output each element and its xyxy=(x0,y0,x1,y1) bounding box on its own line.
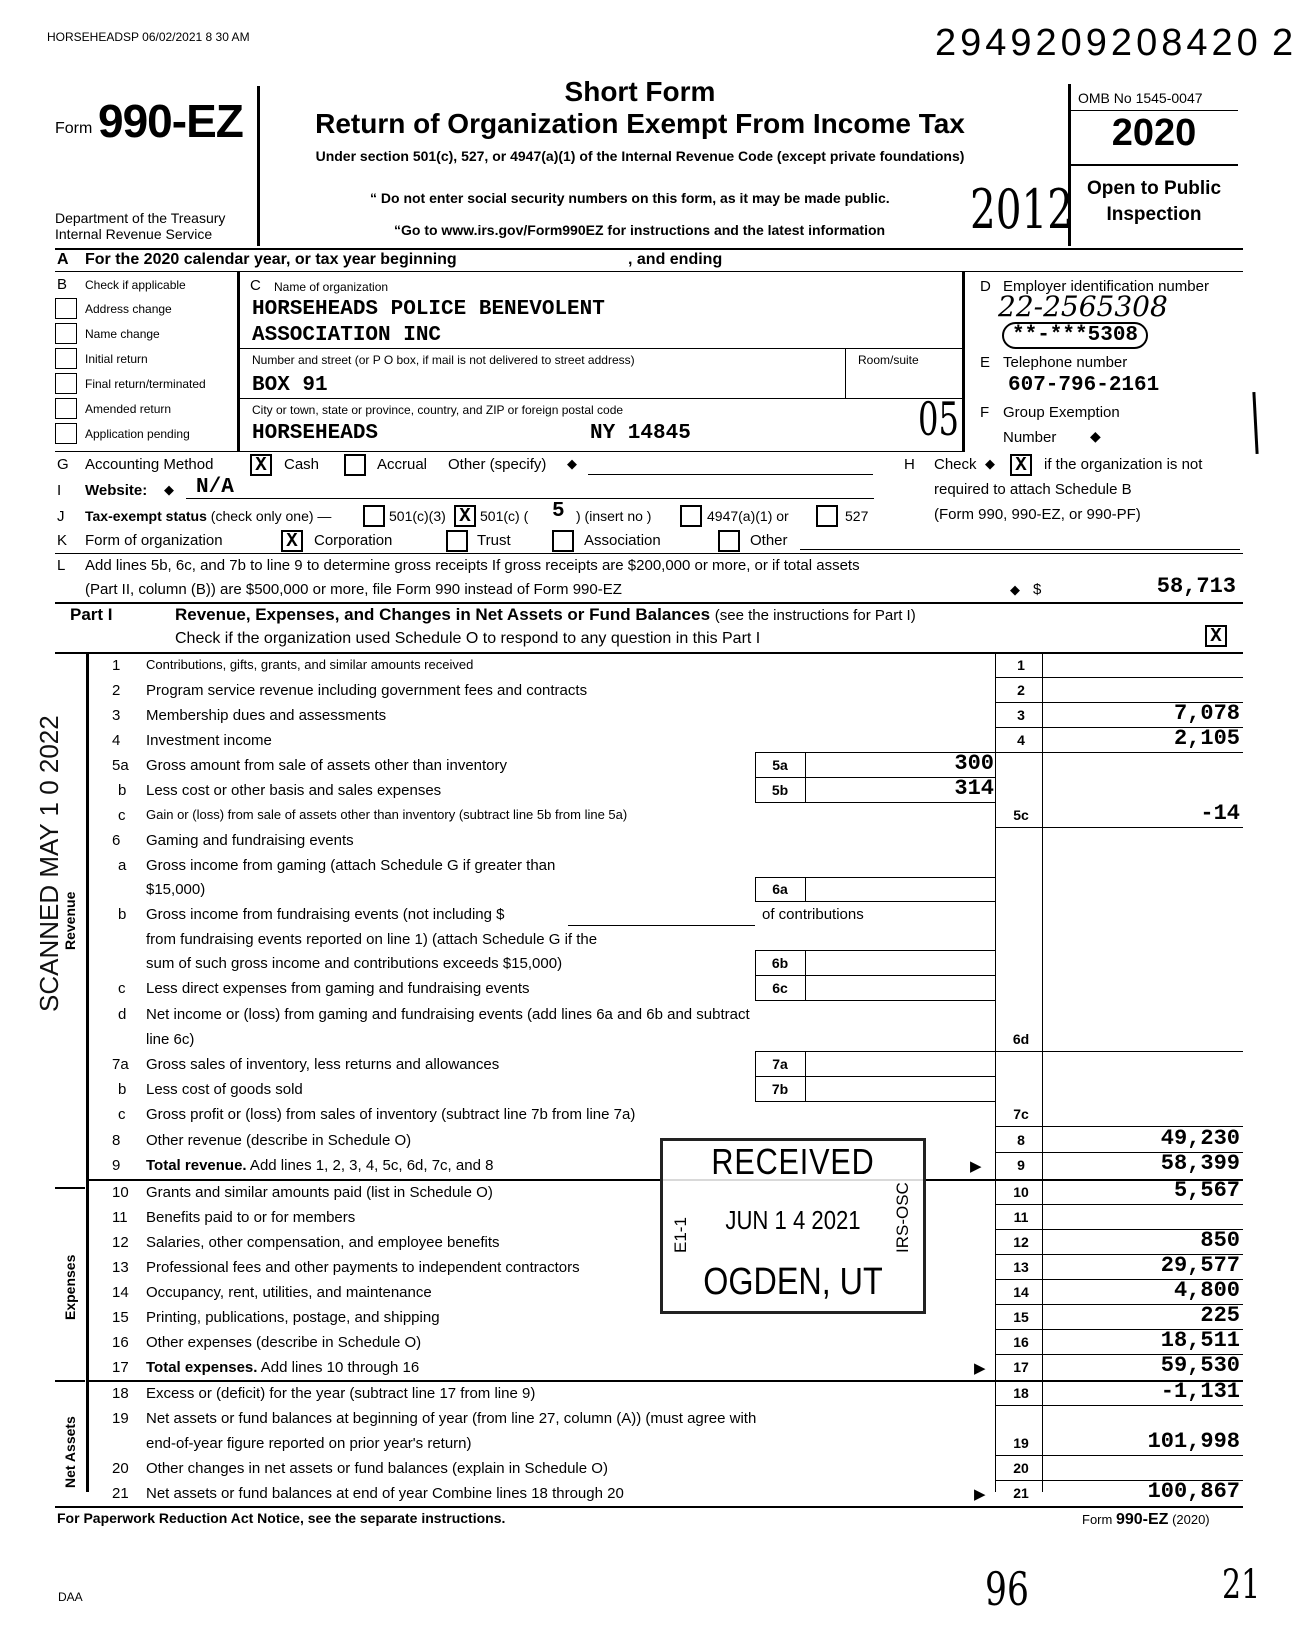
stamp-date: JUN 1 4 2021 xyxy=(725,1205,861,1235)
diamond-icon: ◆ xyxy=(164,482,174,497)
line-box-label: 19 xyxy=(1013,1435,1029,1451)
paperwork-notice: For Paperwork Reduction Act Notice, see the separate instructions. xyxy=(57,1510,506,1526)
line-box-label: 17 xyxy=(1013,1359,1029,1375)
subline-box-label: 6a xyxy=(772,881,788,897)
title-short-form: Short Form xyxy=(564,76,716,107)
line-number: 15 xyxy=(112,1309,129,1326)
omb-number: OMB No 1545-0047 xyxy=(1078,90,1203,106)
line-box-label: 11 xyxy=(1013,1209,1029,1225)
line-text: Printing, publications, postage, and shipping xyxy=(146,1309,440,1326)
footer-form-prefix: Form xyxy=(1082,1512,1113,1527)
line-text: Program service revenue including government fees and contracts xyxy=(146,682,588,699)
line-text: Benefits paid to or for members xyxy=(146,1209,356,1226)
masked-ein: **-***5308 xyxy=(1002,322,1148,349)
subline-box-label: 6b xyxy=(771,955,789,971)
line-7a xyxy=(0,1056,1288,1081)
line-20 xyxy=(0,1460,1288,1485)
line-amount: 18,511 xyxy=(1160,1328,1240,1353)
expenses-side-label: Expenses xyxy=(62,1254,78,1320)
subline-box-label: 5a xyxy=(772,757,788,773)
tax-year-beginning: For the 2020 calendar year, or tax year beginning xyxy=(85,251,457,268)
instructions-notice: “Go to www.irs.gov/Form990EZ for instructions and the latest information xyxy=(394,222,886,238)
part-i-title-suffix: (see the instructions for Part I) xyxy=(714,607,916,624)
gross-receipts-value: 58,713 xyxy=(1156,574,1236,599)
line-number: 21 xyxy=(112,1485,129,1502)
line-number: c xyxy=(118,807,126,824)
line-number: c xyxy=(118,1106,126,1123)
diamond-icon: ◆ xyxy=(567,456,577,471)
501c3-checkbox[interactable] xyxy=(363,505,385,527)
line-box-label: 13 xyxy=(1013,1259,1029,1275)
address-change-label: Address change xyxy=(85,302,172,316)
form-of-organization-label: Form of organization xyxy=(85,532,223,549)
line-number: 6 xyxy=(112,832,121,849)
section-i-letter: I xyxy=(57,482,62,499)
section-f-letter: F xyxy=(980,404,990,421)
line-box-label: 7c xyxy=(1013,1106,1029,1122)
h-check-label: Check xyxy=(934,456,977,473)
line-number: b xyxy=(118,782,127,799)
line-number: 1 xyxy=(112,657,121,674)
open-to-public: Open to Public xyxy=(1086,178,1222,199)
state-zip: NY 14845 xyxy=(590,422,691,445)
handwritten-ein: 22-2565308 xyxy=(998,290,1168,323)
subline-amount: 314 xyxy=(954,776,994,801)
line-amount: 4,800 xyxy=(1173,1278,1240,1303)
section-j-letter: J xyxy=(57,508,65,525)
arrow-icon: ▶ xyxy=(974,1360,986,1377)
handwritten-05: 05 xyxy=(918,392,959,446)
line-text: Investment income xyxy=(146,732,272,749)
org-name-line-2: ASSOCIATION INC xyxy=(252,324,442,347)
line-box-label: 10 xyxy=(1013,1184,1029,1200)
line-text: Gross income from gaming (attach Schedule G if greater than xyxy=(146,857,556,874)
line-text: sum of such gross income and contributions exceeds $15,000) xyxy=(146,955,563,972)
other-org-label: Other xyxy=(750,532,788,549)
street-address: BOX 91 xyxy=(252,374,328,397)
line-box-label: 5c xyxy=(1013,807,1029,823)
line-text: Grants and similar amounts paid (list in Schedule O) xyxy=(146,1184,493,1201)
cash-label: Cash xyxy=(284,456,320,473)
footer-form-ref xyxy=(1082,1511,1210,1529)
501c-type: 5 xyxy=(552,500,565,523)
application-pending-checkbox[interactable] xyxy=(55,423,77,444)
line-19-cont xyxy=(0,1429,1288,1460)
line-number: 13 xyxy=(112,1259,129,1276)
line-text: $15,000) xyxy=(146,881,206,898)
line-text: Less cost or other basis and sales expenses xyxy=(146,782,442,799)
line-7c xyxy=(0,1106,1288,1131)
diamond-icon: ◆ xyxy=(1090,428,1101,444)
line-6b-cont-1 xyxy=(0,931,1288,956)
schedule-b-text-1: if the organization is not xyxy=(1044,456,1203,473)
line-13 xyxy=(0,1253,1288,1284)
dln-suffix: 2 xyxy=(1272,22,1293,64)
line-6d-cont xyxy=(0,1031,1288,1056)
subline-box-label: 7b xyxy=(771,1081,789,1097)
telephone-number: 607-796-2161 xyxy=(1008,374,1160,397)
501c-label: 501(c) ( xyxy=(480,508,529,524)
line-text-part: Add lines 1, 2, 3, 4, 5c, 6d, 7c, and 8 xyxy=(246,1157,494,1174)
daa-label: DAA xyxy=(58,1590,83,1604)
line-number: 18 xyxy=(112,1385,129,1402)
line-text: Less direct expenses from gaming and fundraising events xyxy=(146,980,530,997)
inspection: Inspection xyxy=(1106,204,1202,225)
name-change-label: Name change xyxy=(85,327,160,341)
line-number: 3 xyxy=(112,707,121,724)
line-box-label: 3 xyxy=(1017,707,1025,723)
arrow-icon: ▶ xyxy=(974,1486,986,1503)
line-text-part: Add lines 10 through 16 xyxy=(257,1359,420,1376)
line-amount: 58,399 xyxy=(1160,1151,1240,1176)
section-b-letter: B xyxy=(57,276,68,293)
line-text: Less cost of goods sold xyxy=(146,1081,303,1098)
line-box-label: 6d xyxy=(1012,1031,1030,1047)
line-6d xyxy=(0,1006,1288,1031)
line-text: Salaries, other compensation, and employee benefits xyxy=(146,1234,500,1251)
footer-form-number: 990-EZ xyxy=(1115,1511,1169,1528)
stamp-right-code: IRS-OSC xyxy=(893,1182,912,1253)
ssn-notice: “ Do not enter social security numbers on this form, as it may be made public. xyxy=(370,190,890,206)
line-amount: 2,105 xyxy=(1173,726,1240,751)
line-number: 11 xyxy=(112,1209,128,1226)
527-label: 527 xyxy=(845,508,869,524)
line-6b-cont-2 xyxy=(0,955,1288,980)
other-method-field[interactable] xyxy=(588,474,873,475)
line-text: Gross amount from sale of assets other than inventory xyxy=(146,757,508,774)
line-box-label: 16 xyxy=(1013,1334,1029,1350)
application-pending-label: Application pending xyxy=(85,427,190,441)
line-amount: 850 xyxy=(1200,1228,1240,1253)
line-number: 7a xyxy=(112,1056,129,1073)
handwritten-mark xyxy=(1252,392,1258,454)
insert-no-label: ) (insert no ) xyxy=(576,508,652,524)
cash-checkbox[interactable]: X xyxy=(250,454,272,476)
line-number: 17 xyxy=(112,1359,129,1376)
line-6a xyxy=(0,857,1288,882)
other-method-label: Other (specify) xyxy=(448,456,547,473)
received-stamp xyxy=(660,1138,926,1314)
line-number: 5a xyxy=(112,757,129,774)
handwritten-21: 21 xyxy=(1222,1562,1261,1608)
accrual-label: Accrual xyxy=(377,456,428,473)
line-18 xyxy=(0,1379,1288,1410)
line-5a xyxy=(0,751,1288,782)
line-1 xyxy=(0,657,1288,682)
line-5b xyxy=(0,776,1288,807)
final-return-checkbox[interactable] xyxy=(55,373,77,394)
line-16 xyxy=(0,1328,1288,1359)
section-c-letter: C xyxy=(250,277,261,294)
website-label: Website: xyxy=(85,482,148,499)
initial-return-label: Initial return xyxy=(85,352,148,366)
schedule-o-check-text: Check if the organization used Schedule O to respond to any question in this Part I xyxy=(175,630,761,647)
org-name-line-1: HORSEHEADS POLICE BENEVOLENT xyxy=(252,298,605,321)
line-text: Membership dues and assessments xyxy=(146,707,387,724)
line-text: Total revenue. Add lines 1, 2, 3, 4, 5c, 6d, 7c, and 8 xyxy=(146,1157,494,1174)
line-box-label: 2 xyxy=(1017,682,1025,698)
form-title: Return of Organization Exempt From Income Tax xyxy=(315,108,965,139)
line-amount: 49,230 xyxy=(1160,1126,1240,1151)
part-i-title xyxy=(175,605,916,625)
line-number: 16 xyxy=(112,1334,129,1351)
association-label: Association xyxy=(584,532,661,549)
line-text: of contributions xyxy=(762,906,864,923)
4947-checkbox[interactable] xyxy=(680,505,702,527)
line-box-label: 8 xyxy=(1017,1132,1025,1148)
line-amount: -1,131 xyxy=(1160,1379,1240,1404)
city: HORSEHEADS xyxy=(252,422,379,445)
501c3-label: 501(c)(3) xyxy=(389,508,446,524)
subline-box-label: 6c xyxy=(772,980,788,996)
form-subtitle: Under section 501(c), 527, or 4947(a)(1) of the Internal Revenue Code (except private foundations) xyxy=(315,148,965,164)
501c-checkbox[interactable]: X xyxy=(454,505,476,527)
corporation-label: Corporation xyxy=(314,532,393,549)
accrual-checkbox[interactable] xyxy=(344,454,366,476)
line-text: end-of-year figure reported on prior year's return) xyxy=(146,1435,472,1452)
line-8 xyxy=(0,1126,1288,1157)
city-label: City or town, state or province, country, and ZIP or foreign postal code xyxy=(252,403,624,417)
print-stamp: HORSEHEADSP 06/02/2021 8 30 AM xyxy=(47,30,250,44)
section-e-letter: E xyxy=(980,354,991,371)
line-3 xyxy=(0,701,1288,732)
line-box-label: 15 xyxy=(1013,1309,1029,1325)
schedule-b-text-3: (Form 990, 990-EZ, or 990-PF) xyxy=(934,506,1141,523)
line-4 xyxy=(0,726,1288,757)
line-text: Other expenses (describe in Schedule O) xyxy=(146,1334,422,1351)
schedule-b-checkbox[interactable]: X xyxy=(1010,454,1032,476)
diamond-icon: ◆ xyxy=(985,456,995,471)
other-org-checkbox[interactable] xyxy=(718,530,740,552)
line-number: 19 xyxy=(112,1410,129,1427)
line-text: Excess or (deficit) for the year (subtract line 17 from line 9) xyxy=(146,1385,536,1402)
gross-receipts-text-2: (Part II, column (B)) are $500,000 or more, file Form 990 instead of Form 990-EZ xyxy=(85,581,622,598)
tax-year-ending: , and ending xyxy=(628,251,723,268)
line-number: 8 xyxy=(112,1132,121,1149)
line-2 xyxy=(0,682,1288,707)
schedule-b-text-2: required to attach Schedule B xyxy=(934,481,1132,498)
group-exemption-label: Group Exemption xyxy=(1003,404,1120,421)
section-d-letter: D xyxy=(980,278,991,295)
line-number: a xyxy=(118,857,127,874)
section-a-letter: A xyxy=(57,251,69,268)
line-amount: 100,867 xyxy=(1147,1479,1240,1504)
4947-label: 4947(a)(1) or xyxy=(707,508,789,524)
line-amount: 29,577 xyxy=(1160,1253,1240,1278)
amended-return-checkbox[interactable] xyxy=(55,398,77,419)
trust-label: Trust xyxy=(477,532,511,549)
part-i-label: Part I xyxy=(70,605,113,624)
line-text: Contributions, gifts, grants, and similar amounts received xyxy=(146,657,474,672)
section-g-letter: G xyxy=(57,456,69,473)
line-number: 9 xyxy=(112,1157,121,1174)
revenue-side-label: Revenue xyxy=(62,891,78,950)
diamond-icon: ◆ xyxy=(1010,582,1020,597)
section-h-letter: H xyxy=(904,456,915,473)
stamp-left-code: E1-1 xyxy=(671,1217,690,1253)
line-amount: 59,530 xyxy=(1160,1353,1240,1378)
subline-box-label: 7a xyxy=(772,1056,788,1072)
line-box-label: 18 xyxy=(1013,1385,1029,1401)
room-suite-label: Room/suite xyxy=(858,353,919,367)
line-amount: 225 xyxy=(1200,1303,1240,1328)
line-6 xyxy=(0,832,1288,857)
line-amount: 101,998 xyxy=(1147,1429,1240,1454)
line-10 xyxy=(0,1178,1288,1209)
gross-receipts-text-1: Add lines 5b, 6c, and 7b to line 9 to determine gross receipts If gross receipts are $200,000 or more, or if total assets xyxy=(85,557,860,574)
line-15 xyxy=(0,1303,1288,1334)
tax-exempt-label xyxy=(85,508,331,524)
corporation-checkbox[interactable]: X xyxy=(281,530,303,552)
initial-return-checkbox[interactable] xyxy=(55,348,77,369)
handwritten-code: 2012 xyxy=(970,178,1074,241)
line-6c xyxy=(0,980,1288,1005)
line-text: Other revenue (describe in Schedule O) xyxy=(146,1132,412,1149)
department xyxy=(55,210,225,242)
line-number: c xyxy=(118,980,126,997)
line-6a-cont xyxy=(0,881,1288,906)
form-label: Form xyxy=(55,120,93,137)
line-amount: 7,078 xyxy=(1173,701,1240,726)
line-7b xyxy=(0,1081,1288,1106)
line-11 xyxy=(0,1209,1288,1234)
department-line-2: Internal Revenue Service xyxy=(55,226,213,242)
line-number: 12 xyxy=(112,1234,129,1251)
tax-exempt-status-title: Tax-exempt status xyxy=(85,508,207,524)
line-number: d xyxy=(118,1006,127,1023)
line-text: Net assets or fund balances at beginning of year (from line 27, column (A)) (must agree with xyxy=(146,1410,757,1427)
line-text: Total expenses. Add lines 10 through 16 xyxy=(146,1359,420,1376)
line-text: from fundraising events reported on line 1) (attach Schedule G if the xyxy=(146,931,598,948)
final-return-label: Final return/terminated xyxy=(85,377,206,391)
trust-checkbox[interactable] xyxy=(446,530,468,552)
tax-year: 2020 xyxy=(1111,112,1197,154)
handwritten-96: 96 xyxy=(985,1562,1029,1616)
stamp-received-text: RECEIVED xyxy=(711,1141,875,1182)
line-box-label: 14 xyxy=(1013,1284,1029,1300)
line-number: b xyxy=(118,1081,127,1098)
document-locator-number: 2949209208420 xyxy=(935,22,1262,64)
website-value: N/A xyxy=(196,476,234,499)
association-checkbox[interactable] xyxy=(552,530,574,552)
line-text: Gain or (loss) from sale of assets other than inventory (subtract line 5b from line 5a) xyxy=(146,807,628,822)
telephone-label: Telephone number xyxy=(1003,354,1128,371)
line-text: Net income or (loss) from gaming and fundraising events (add lines 6a and 6b and subtract xyxy=(146,1006,750,1023)
check-if-applicable: Check if applicable xyxy=(85,278,186,292)
line-text: line 6c) xyxy=(146,1031,195,1048)
form-number: 990-EZ xyxy=(98,95,243,147)
tax-exempt-hint: (check only one) — xyxy=(210,508,332,524)
line-number: 14 xyxy=(112,1284,129,1301)
footer-form-year: (2020) xyxy=(1172,1512,1210,1527)
line-text: Gross income from fundraising events (not including $ xyxy=(146,906,505,923)
line-box-label: 21 xyxy=(1013,1485,1029,1501)
line-amount: 5,567 xyxy=(1173,1178,1240,1203)
line-12 xyxy=(0,1228,1288,1259)
accounting-method-label: Accounting Method xyxy=(85,456,214,473)
line-text: Gross profit or (loss) from sales of inventory (subtract line 7b from line 7a) xyxy=(146,1106,636,1123)
street-label: Number and street (or P O box, if mail is not delivered to street address) xyxy=(252,353,635,367)
line-19 xyxy=(0,1410,1288,1435)
line-6b xyxy=(0,906,1288,931)
department-line-1: Department of the Treasury xyxy=(55,210,226,226)
amended-return-label: Amended return xyxy=(85,402,172,416)
line-number: 20 xyxy=(112,1460,129,1477)
section-l-letter: L xyxy=(57,557,66,574)
line-number: b xyxy=(118,906,127,923)
part-i-title-text: Revenue, Expenses, and Changes in Net Assets or Fund Balances xyxy=(175,605,711,624)
line-text: Professional fees and other payments to independent contractors xyxy=(146,1259,580,1276)
line-box-label: 1 xyxy=(1017,657,1025,673)
line-text: Gaming and fundraising events xyxy=(146,832,354,849)
line-text: Net assets or fund balances at end of year Combine lines 18 through 20 xyxy=(146,1485,624,1502)
subline-box-label: 5b xyxy=(771,782,789,798)
net-assets-side-label: Net Assets xyxy=(62,1416,78,1488)
line-5c xyxy=(0,801,1288,832)
line-number: 10 xyxy=(112,1184,129,1201)
line-box-label: 20 xyxy=(1013,1460,1029,1476)
section-k-letter: K xyxy=(57,532,68,549)
527-checkbox[interactable] xyxy=(816,505,838,527)
line-text: Occupancy, rent, utilities, and maintenance xyxy=(146,1284,432,1301)
line-amount: -14 xyxy=(1200,801,1240,826)
dollar-sign: $ xyxy=(1033,581,1042,598)
line-box-label: 12 xyxy=(1013,1234,1029,1250)
line-text: Gross sales of inventory, less returns and allowances xyxy=(146,1056,500,1073)
line-number: 2 xyxy=(112,682,121,699)
line-box-label: 4 xyxy=(1017,732,1025,748)
line-text: Other changes in net assets or fund balances (explain in Schedule O) xyxy=(146,1460,608,1477)
line-number: 4 xyxy=(112,732,121,749)
ein-label: Employer identification number xyxy=(1003,278,1209,295)
org-name-label: Name of organization xyxy=(274,280,389,294)
name-change-checkbox[interactable] xyxy=(55,323,77,344)
subline-amount: 300 xyxy=(954,751,994,776)
stamp-city: OGDEN, UT xyxy=(703,1261,883,1303)
address-change-checkbox[interactable] xyxy=(55,298,77,319)
line-box-label: 9 xyxy=(1017,1157,1025,1173)
arrow-icon: ▶ xyxy=(970,1158,982,1175)
schedule-o-checkbox[interactable]: X xyxy=(1205,625,1227,647)
group-exemption-number-label: Number xyxy=(1003,429,1057,446)
scanned-stamp: SCANNED MAY 1 0 2022 xyxy=(34,715,64,1012)
